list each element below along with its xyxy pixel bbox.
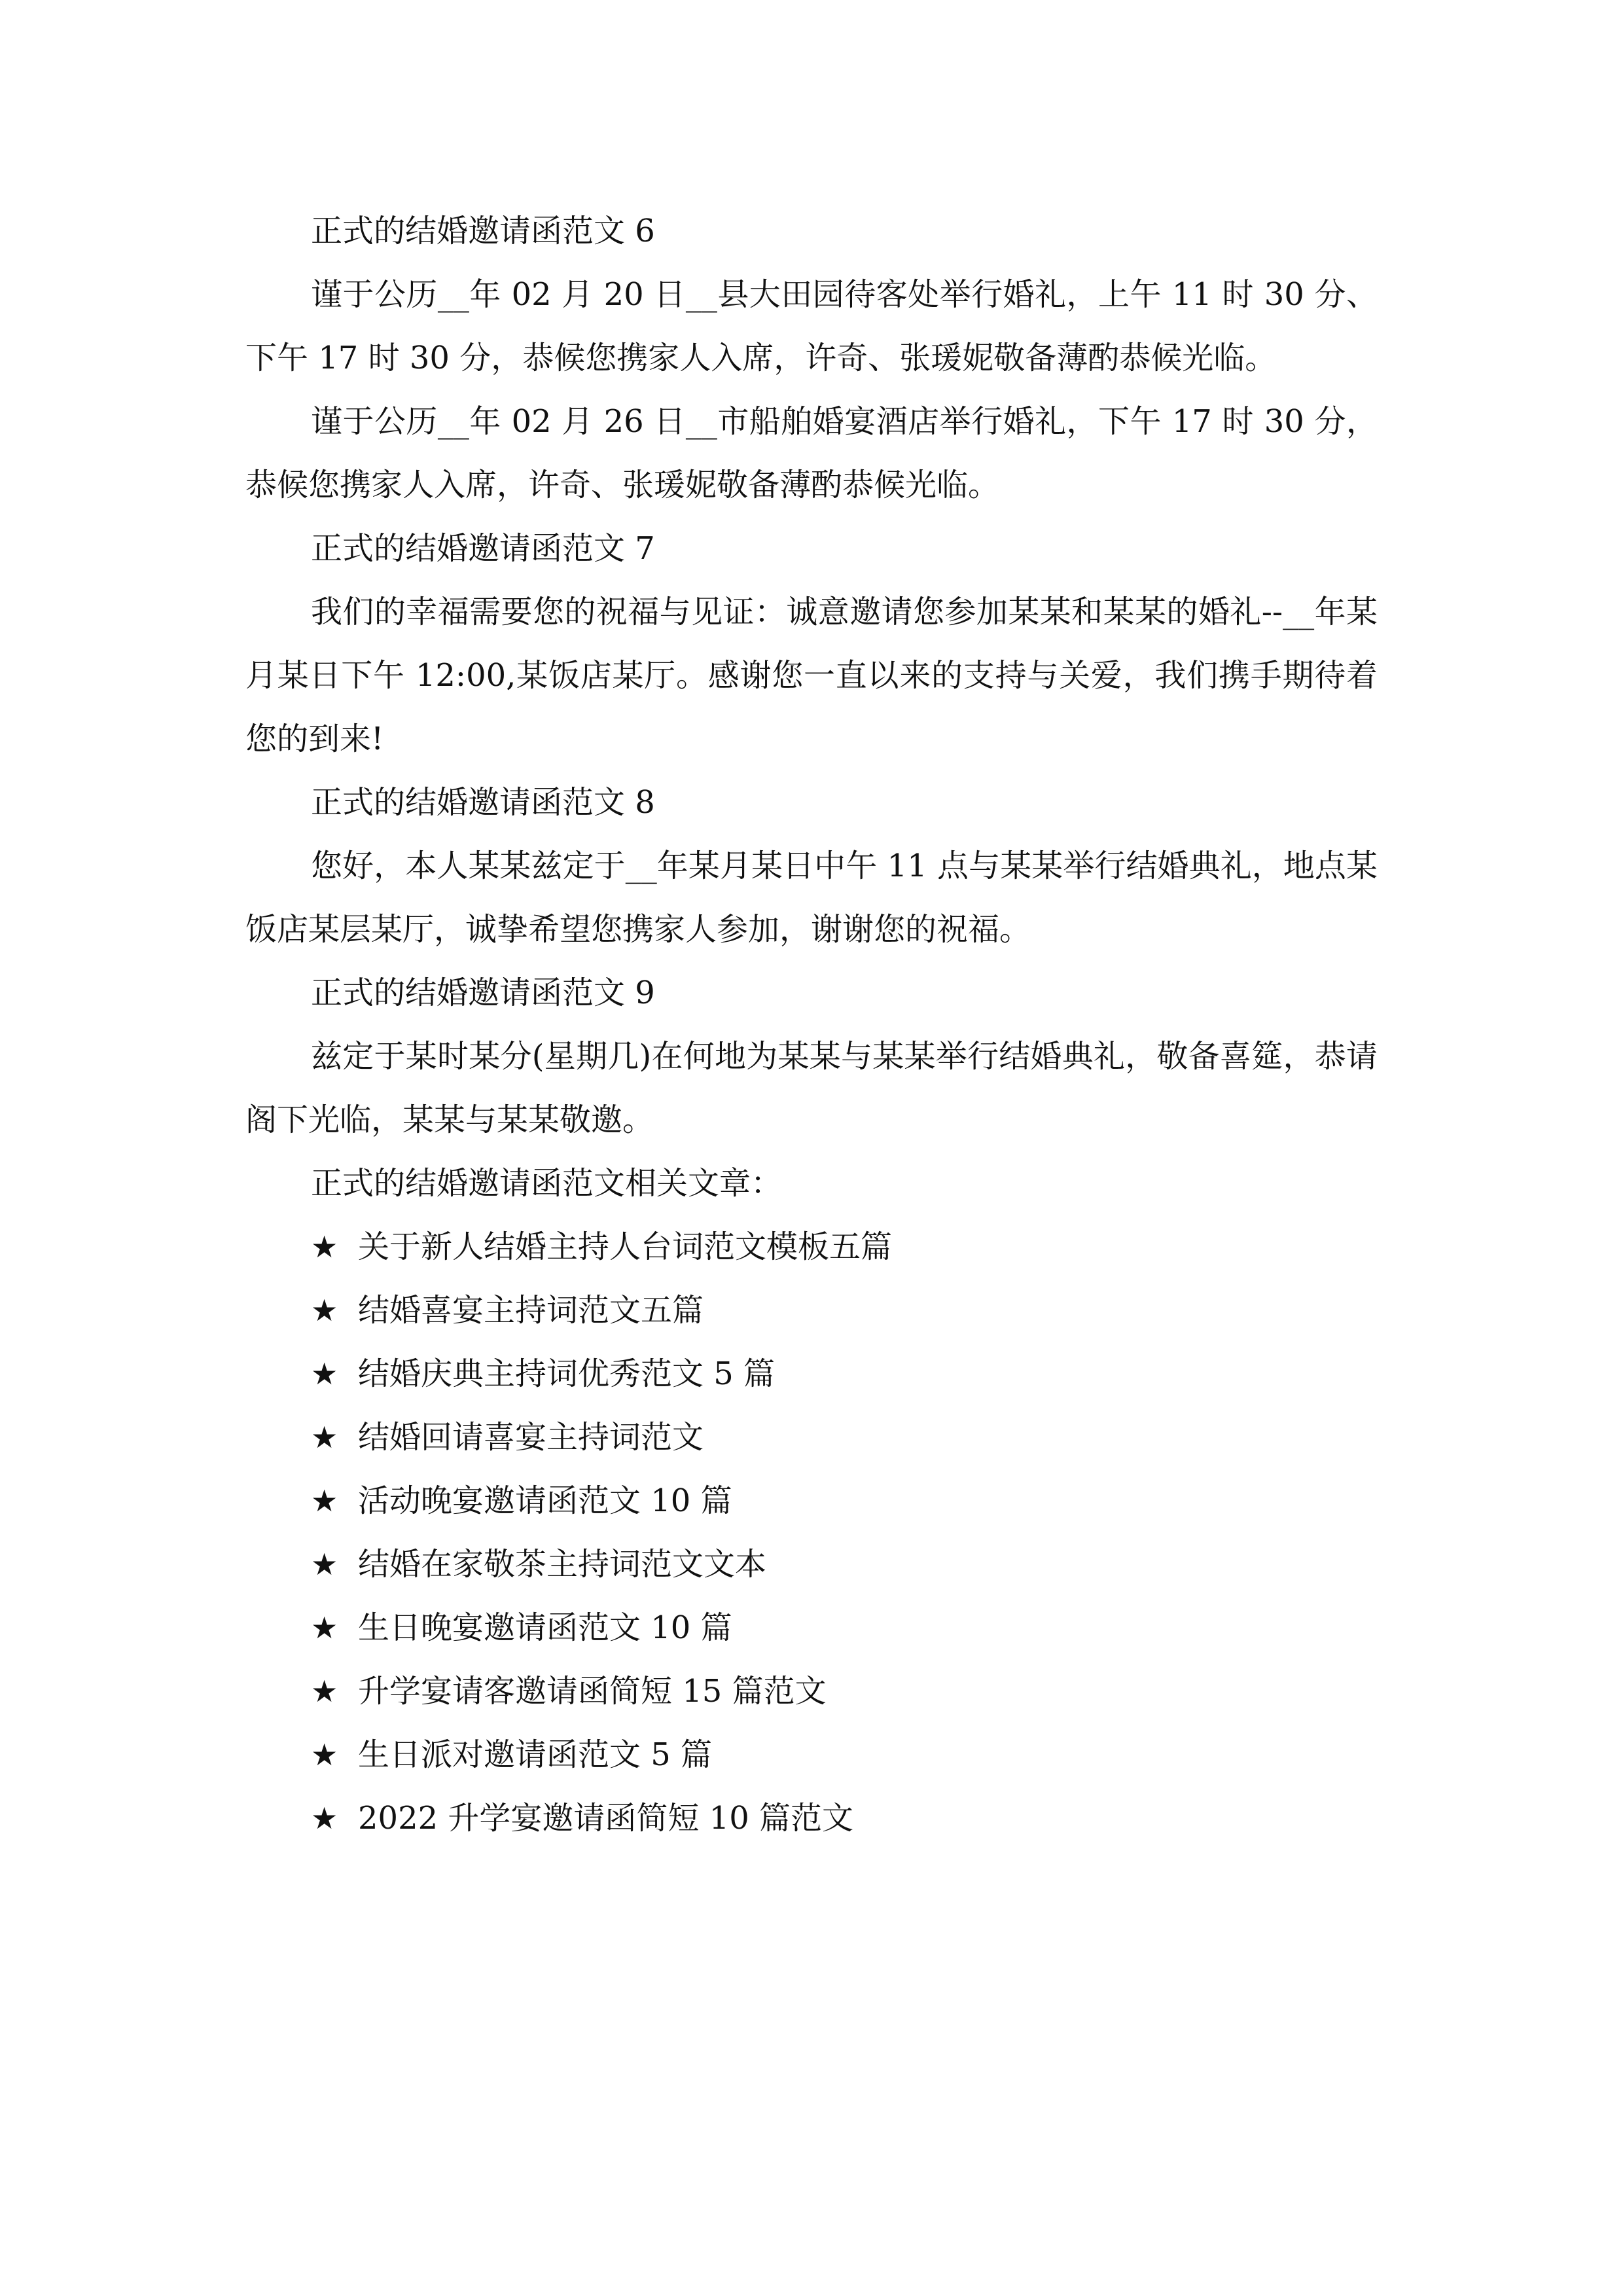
section-heading-8: 正式的结婚邀请函范文 8 [311,784,655,821]
related-article-title: 2022 升学宴邀请函简短 10 篇范文 [358,1800,854,1837]
related-article-title: 升学宴请客邀请函简短 15 篇范文 [358,1673,827,1710]
paragraph: 我们的幸福需要您的祝福与见证：诚意邀请您参加某某和某某的婚礼--__年某月某日下午 12:00,某饭店某厅。感谢您一直以来的支持与关爱，我们携手期待着您的到来! [245,594,1378,757]
related-article-title: 结婚回请喜宴主持词范文 [358,1419,704,1456]
star-icon: ★ [311,1293,338,1328]
section-heading-9: 正式的结婚邀请函范文 9 [311,975,655,1011]
related-article-link[interactable] [245,1406,1378,1469]
star-icon: ★ [311,1610,338,1645]
paragraph: 兹定于某时某分(星期几)在何地为某某与某某举行结婚典礼，敬备喜筵，恭请阁下光临，某某与某某敬邀。 [245,1038,1378,1138]
related-article-link[interactable] [245,1596,1378,1660]
related-article-title: 活动晚宴邀请函范文 10 篇 [358,1482,732,1519]
paragraph: 谨于公历__年 02 月 26 日__市船舶婚宴酒店举行婚礼，下午 17 时 30 分，恭候您携家人入席，许奇、张瑗妮敬备薄酌恭候光临。 [245,403,1378,503]
related-article-link[interactable] [245,1787,1378,1850]
star-icon: ★ [311,1547,338,1582]
related-article-title: 结婚喜宴主持词范文五篇 [358,1292,704,1329]
related-article-link[interactable] [245,1279,1378,1342]
related-article-link[interactable] [245,1215,1378,1279]
related-articles-list [245,1215,1378,1850]
related-article-link[interactable] [245,1660,1378,1723]
star-icon: ★ [311,1674,338,1709]
related-article-title: 关于新人结婚主持人台词范文模板五篇 [358,1229,893,1265]
document-body [245,200,1378,1850]
paragraph: 谨于公历__年 02 月 20 日__县大田园待客处举行婚礼，上午 11 时 30 分、下午 17 时 30 分，恭候您携家人入席，许奇、张瑗妮敬备薄酌恭候光临。 [245,276,1378,376]
related-article-title: 结婚庆典主持词优秀范文 5 篇 [358,1355,776,1392]
related-article-link[interactable] [245,1342,1378,1406]
star-icon: ★ [311,1483,338,1518]
related-article-title: 结婚在家敬茶主持词范文文本 [358,1546,767,1583]
star-icon: ★ [311,1420,338,1455]
related-article-title: 生日派对邀请函范文 5 篇 [358,1736,713,1773]
star-icon: ★ [311,1801,338,1836]
section-heading-6: 正式的结婚邀请函范文 6 [311,213,655,249]
star-icon: ★ [311,1737,338,1772]
star-icon: ★ [311,1229,338,1265]
related-article-title: 生日晚宴邀请函范文 10 篇 [358,1609,732,1646]
section-heading-7: 正式的结婚邀请函范文 7 [311,530,655,567]
related-article-link[interactable] [245,1533,1378,1596]
star-icon: ★ [311,1356,338,1391]
related-article-link[interactable] [245,1469,1378,1533]
paragraph: 您好，本人某某兹定于__年某月某日中午 11 点与某某举行结婚典礼，地点某饭店某层某厅，诚挚希望您携家人参加，谢谢您的祝福。 [245,848,1378,948]
related-article-link[interactable] [245,1723,1378,1787]
related-articles-heading: 正式的结婚邀请函范文相关文章： [311,1165,783,1202]
